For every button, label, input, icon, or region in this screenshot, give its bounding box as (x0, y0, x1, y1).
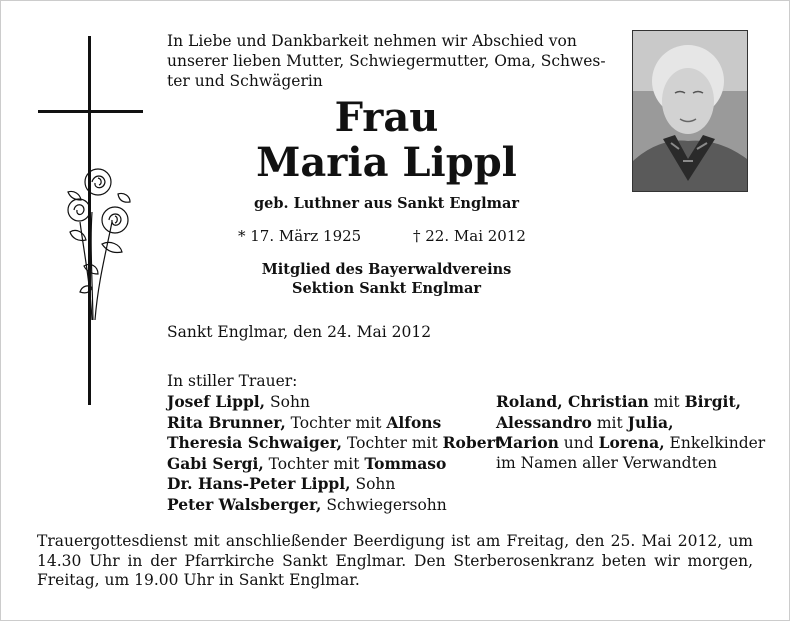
intro-text (167, 31, 612, 91)
mourner-entry (167, 392, 502, 413)
mourner-name: Rita Brunner, (167, 412, 286, 432)
mourner-relation: Sohn (265, 393, 310, 411)
funeral-notice: Trauergottesdienst mit anschließender Beerdigung ist am Freitag, den 25. Mai 2012, um 14.30 Uhr in der Pfarrkirche Sankt Englmar. Den Sterberosenkranz beten wir morgen, Freitag, um 19.00 Uhr in Sankt Englmar. (37, 532, 753, 589)
membership-line: Mitglied des Bayerwaldvereins (261, 261, 512, 278)
mourner-relation: Tochter mit (263, 454, 365, 473)
mourner-relation: Sohn (350, 475, 396, 493)
membership-line: Sektion Sankt Englmar (291, 280, 482, 297)
mourner-name: Lorena, (598, 433, 665, 452)
portrait-photo (632, 30, 748, 192)
death-date: † 22. Mai 2012 (413, 227, 526, 245)
mourners-right-column (496, 392, 765, 473)
mourner-entry (496, 433, 765, 454)
maiden-name: geb. Luthner aus Sankt Englmar (253, 195, 519, 212)
name-prefix: Frau (334, 94, 439, 141)
mourner-entry (167, 413, 502, 434)
mourner-name: Alessandro (496, 412, 592, 432)
intro-line: ter und Schwägerin (167, 72, 323, 90)
mourner-entry (167, 454, 502, 475)
intro-line: unserer lieben Mutter, Schwiegermutter, Oma, Schwes- (167, 52, 606, 70)
membership-info (160, 260, 613, 298)
mourner-entry: im Namen aller Verwandten (496, 453, 717, 472)
mourner-name: Julia, (627, 412, 674, 432)
mourner-relation: Tochter mit (285, 413, 387, 432)
mourner-name: Theresia Schwaiger, (167, 433, 343, 452)
mourner-entry (167, 433, 502, 454)
mourner-name: Roland, Christian (496, 392, 649, 411)
mourner-relation: Schwiegersohn (321, 495, 447, 514)
cross-horizontal-bar (38, 110, 143, 113)
mourner-partner: Robert (442, 433, 502, 452)
mourning-label: In stiller Trauer: (167, 372, 298, 390)
place-date: Sankt Englmar, den 24. Mai 2012 (167, 323, 432, 341)
mourner-relation: Tochter mit (342, 434, 443, 452)
mourner-entry (496, 413, 765, 434)
deceased-name: Maria Lippl (256, 139, 517, 186)
birth-date: * 17. März 1925 (238, 227, 362, 245)
mourner-partner: Tommaso (364, 453, 447, 473)
mourner-name: Josef Lippl, (167, 392, 266, 411)
intro-line: In Liebe und Dankbarkeit nehmen wir Abschied von (167, 32, 577, 50)
mourners-left-column (167, 392, 502, 515)
mourner-entry (167, 495, 502, 516)
mourner-entry (496, 392, 765, 413)
mourner-name: Peter Walsberger, (167, 494, 322, 514)
roses-icon (62, 162, 134, 322)
mourner-name: Marion (496, 433, 559, 452)
mourner-connector: und (558, 434, 599, 452)
mourner-connector: mit (591, 413, 628, 432)
mourner-name: Gabi Sergi, (167, 453, 264, 473)
mourner-partner: Alfons (386, 412, 442, 432)
mourner-relation: Enkelkinder (664, 434, 766, 452)
mourner-connector: mit (648, 393, 685, 411)
mourner-name: Birgit, (684, 392, 741, 411)
mourner-entry (167, 474, 502, 495)
mourner-name: Dr. Hans-Peter Lippl, (167, 474, 351, 493)
